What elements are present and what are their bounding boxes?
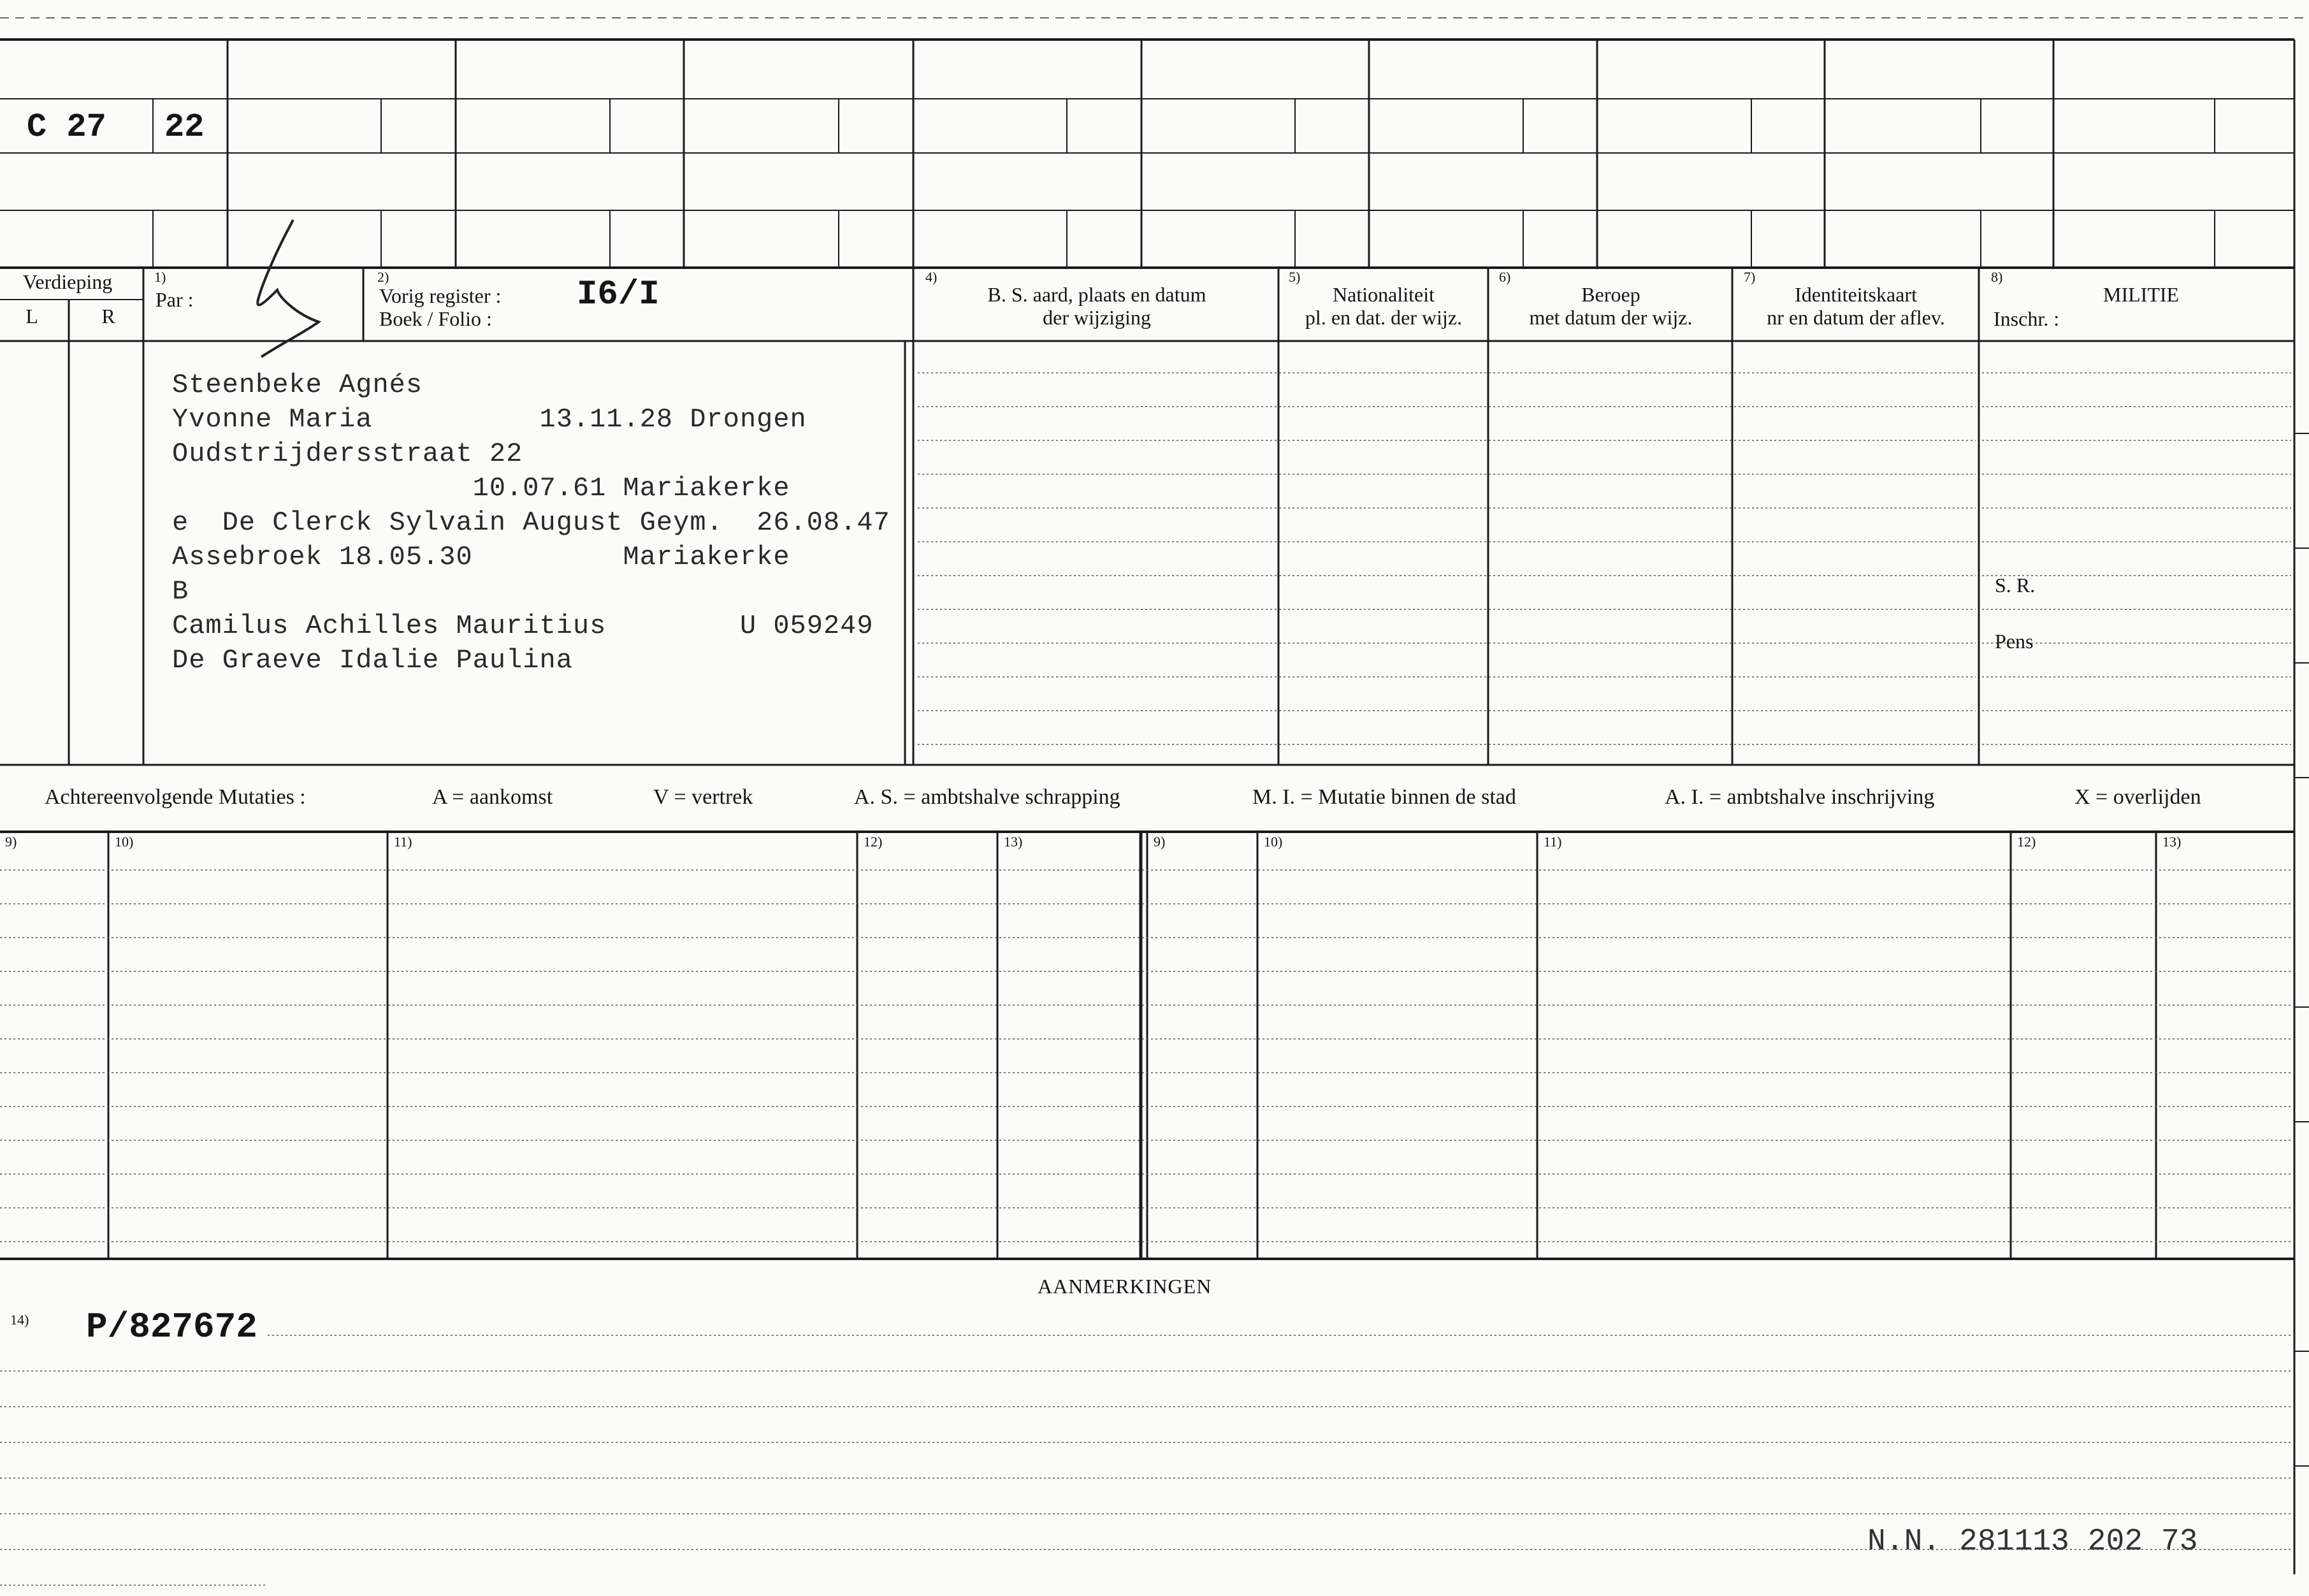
mutaties-col-num: 13) — [1004, 834, 1023, 850]
militie-sr: S. R. — [1995, 574, 2036, 597]
vorig-label: Vorig register : — [379, 284, 502, 307]
aanmerkingen-value: P/827672 — [86, 1307, 257, 1347]
beroep-line2: met datum der wijz. — [1529, 306, 1693, 329]
id-line2: nr en datum der aflev. — [1767, 306, 1945, 329]
nat-num: 5) — [1289, 269, 1301, 285]
militie-pens: Pens — [1995, 630, 2034, 653]
mutaties-col-num: 9) — [5, 834, 17, 850]
bs-num: 4) — [925, 269, 937, 285]
militie-title: MILITIE — [2103, 283, 2180, 306]
nat-line1: Nationaliteit — [1333, 283, 1435, 306]
militie-inschr: Inschr. : — [1994, 307, 2060, 330]
nn-number: N.N. 281113 202 73 — [1867, 1525, 2198, 1559]
mutaties-legend-item: M. I. = Mutatie binnen de stad — [1252, 785, 1516, 809]
par-label: Par : — [156, 288, 194, 311]
mutaties-col-num: 9) — [1154, 834, 1166, 850]
record-line: Assebroek 18.05.30 Mariakerke — [172, 542, 790, 572]
record-line: De Graeve Idalie Paulina — [172, 645, 573, 676]
id-num: 7) — [1744, 269, 1756, 285]
vorig-num: 2) — [377, 269, 389, 285]
mutaties-legend-item: A. S. = ambtshalve schrapping — [854, 785, 1120, 809]
mutaties-legend-item: X = overlijden — [2074, 785, 2201, 809]
mutaties-col-num: 10) — [115, 834, 134, 850]
mutaties-legend-item: V = vertrek — [653, 785, 753, 809]
bs-line1: B. S. aard, plaats en datum — [987, 283, 1206, 306]
mutaties-title: Achtereenvolgende Mutaties : — [45, 785, 306, 809]
par-num: 1) — [154, 269, 166, 285]
record-line: Camilus Achilles Mauritius U 059249 — [172, 611, 874, 641]
record-line: B — [172, 576, 189, 607]
verdieping-left: L — [25, 305, 38, 328]
militie-num: 8) — [1991, 269, 2003, 285]
record-line: Yvonne Maria 13.11.28 Drongen — [172, 404, 807, 435]
bs-line2: der wijziging — [1043, 306, 1151, 329]
verdieping-title: Verdieping — [22, 270, 113, 293]
page-number: 22 — [164, 108, 205, 146]
id-line1: Identiteitskaart — [1795, 283, 1917, 306]
mutaties-col-num: 11) — [394, 834, 412, 850]
nat-line2: pl. en dat. der wijz. — [1305, 306, 1463, 329]
record-line: Steenbeke Agnés — [172, 370, 423, 400]
boek-folio-label: Boek / Folio : — [379, 307, 492, 330]
mutaties-col-num: 10) — [1264, 834, 1283, 850]
mutaties-col-num: 13) — [2162, 834, 2182, 850]
record-line: 10.07.61 Mariakerke — [172, 473, 790, 504]
record-line: e De Clerck Sylvain August Geym. 26.08.47 — [172, 507, 890, 538]
beroep-num: 6) — [1499, 269, 1511, 285]
verdieping-right: R — [101, 305, 115, 328]
mutaties-col-num: 12) — [2017, 834, 2036, 850]
volume-code: C 27 — [27, 108, 106, 146]
record-line: Oudstrijdersstraat 22 — [172, 439, 523, 469]
aanmerkingen-title: AANMERKINGEN — [1038, 1275, 1212, 1298]
mutaties-col-num: 12) — [864, 834, 883, 850]
mutaties-legend-item: A = aankomst — [432, 785, 553, 809]
beroep-line1: Beroep — [1581, 283, 1640, 306]
mutaties-legend-item: A. I. = ambtshalve inschrijving — [1665, 785, 1935, 809]
vorig-register-value: I6/I — [577, 275, 660, 314]
mutaties-col-num: 11) — [1544, 834, 1562, 850]
initials-scribble — [257, 220, 319, 357]
aanmerkingen-num: 14) — [10, 1312, 29, 1328]
